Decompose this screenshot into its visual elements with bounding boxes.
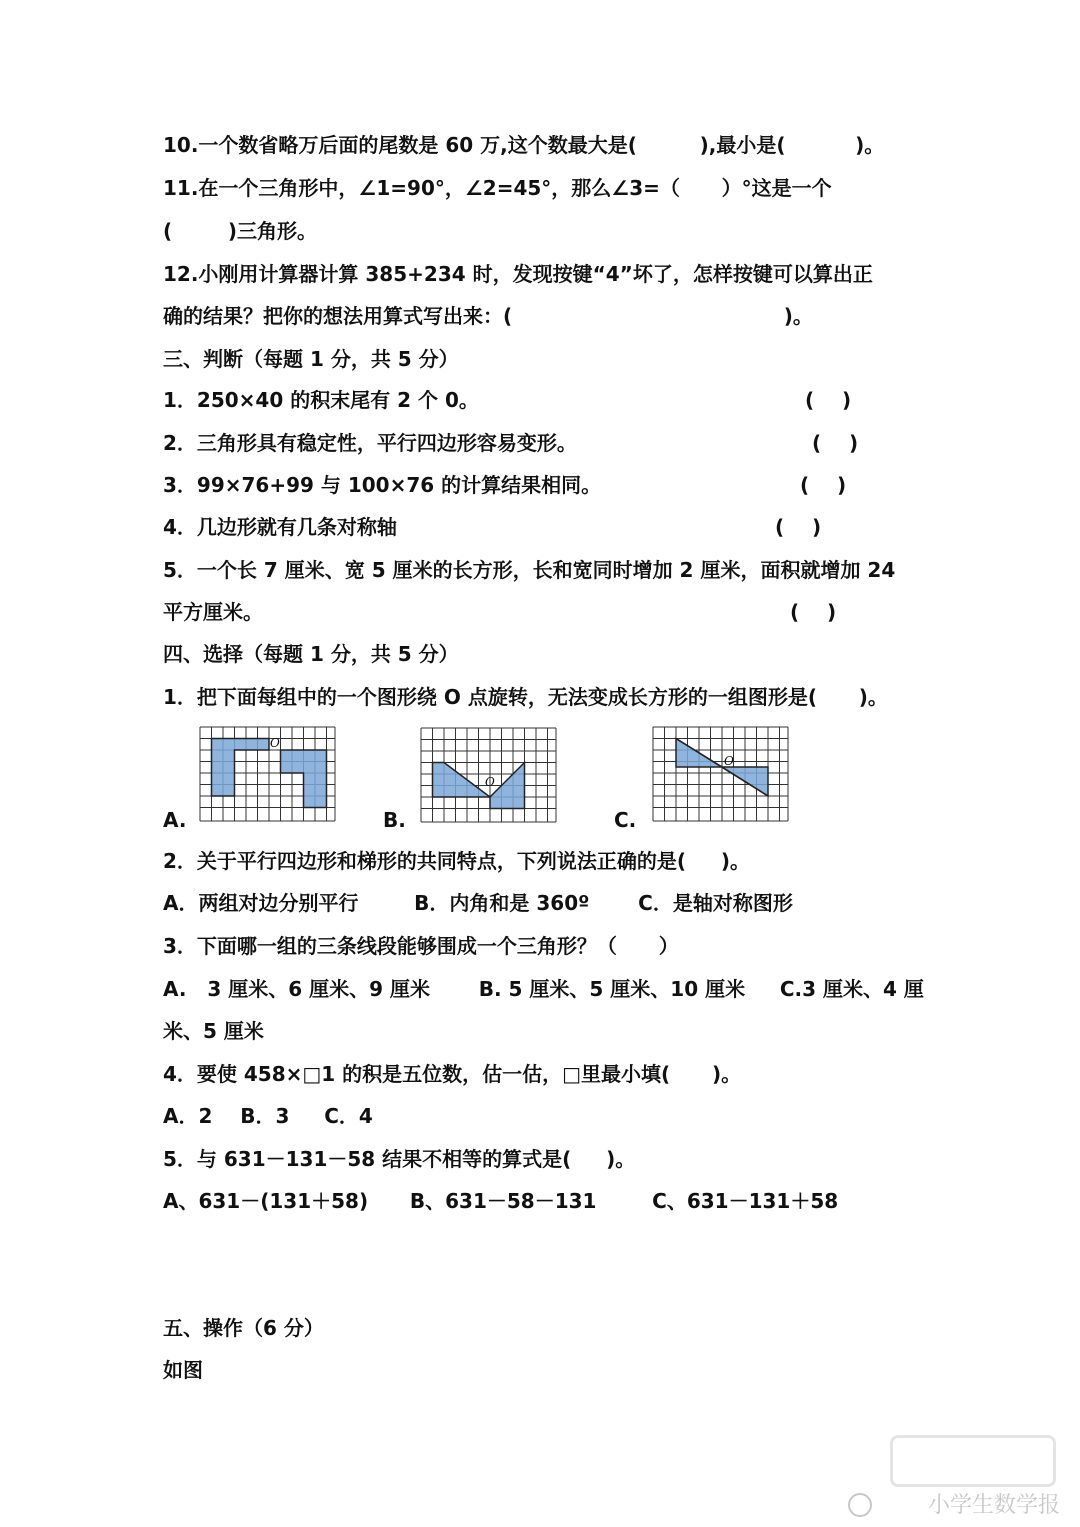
judge-item-5: 5．一个长 7 厘米、宽 5 厘米的长方形，长和宽同时增加 2 厘米，面积就增加 24 xyxy=(163,558,896,582)
figure-label-b[interactable]: B. xyxy=(383,808,406,832)
o-point-label: O xyxy=(485,775,495,789)
o-point-label: O xyxy=(270,736,280,750)
judge-paren-4[interactable]: ( ) xyxy=(775,515,822,539)
choice-q5-options[interactable]: A、631－(131＋58) B、631－58－131 C、631－131＋58 xyxy=(163,1189,839,1213)
judge-item-4: 4．几边形就有几条对称轴 xyxy=(163,515,397,539)
judge-paren-2[interactable]: ( ) xyxy=(812,431,859,455)
watermark-text: 小学生数学报 xyxy=(927,1493,1060,1518)
figure-b-grid xyxy=(419,726,559,826)
q12-line2: 确的结果？把你的想法用算式写出来：( )。 xyxy=(163,304,813,328)
q12-line1: 12.小刚用计算器计算 385+234 时，发现按键“4”坏了，怎样按键可以算出正 xyxy=(163,262,873,286)
judge-item-3: 3．99×76+99 与 100×76 的计算结果相同。 xyxy=(163,473,602,497)
figure-label-a[interactable]: A. xyxy=(163,808,187,832)
choice-q1: 1．把下面每组中的一个图形绕 O 点旋转，无法变成长方形的一组图形是( )。 xyxy=(163,685,888,709)
judge-paren-5[interactable]: ( ) xyxy=(790,600,837,624)
figure-a-grid xyxy=(198,725,338,825)
judge-paren-1[interactable]: ( ) xyxy=(805,388,852,412)
choice-q4: 4．要使 458×□1 的积是五位数，估一估，□里最小填( )。 xyxy=(163,1062,742,1086)
judge-item-2: 2．三角形具有稳定性，平行四边形容易变形。 xyxy=(163,431,577,455)
sec5-title: 五、操作（6 分） xyxy=(163,1316,324,1340)
q11-line1: 11.在一个三角形中，∠1=90°，∠2=45°，那么∠3=（ ）°这是一个 xyxy=(163,176,832,200)
wechat-icon xyxy=(848,1493,872,1517)
choice-q2-options[interactable]: A．两组对边分别平行 B．内角和是 360º C．是轴对称图形 xyxy=(163,891,793,915)
choice-q3-options[interactable]: A. 3 厘米、6 厘米、9 厘米 B. 5 厘米、5 厘米、10 厘米 C.3 厘米、4 厘 xyxy=(163,977,924,1001)
choice-q4-options[interactable]: A．2 B．3 C．4 xyxy=(163,1104,373,1128)
o-point-label: O xyxy=(724,754,734,768)
choice-q5: 5．与 631－131－58 结果不相等的算式是( )。 xyxy=(163,1147,636,1171)
figure-label-c[interactable]: C. xyxy=(614,808,637,832)
choice-q2: 2．关于平行四边形和梯形的共同特点，下列说法正确的是( )。 xyxy=(163,849,751,873)
shape-a-right xyxy=(281,750,327,808)
watermark-logo xyxy=(890,1435,1056,1487)
q11-line2: ( )三角形。 xyxy=(163,219,317,243)
shape-b-left xyxy=(433,763,491,798)
sec5-line: 如图 xyxy=(163,1358,203,1382)
judge-paren-3[interactable]: ( ) xyxy=(800,473,847,497)
choice-q3-options-cont[interactable]: 米、5 厘米 xyxy=(163,1019,264,1043)
q10-text: 10.一个数省略万后面的尾数是 60 万,这个数最大是( ),最小是( )。 xyxy=(163,133,885,157)
shape-a-left xyxy=(212,739,270,797)
judge-item-1: 1．250×40 的积末尾有 2 个 0。 xyxy=(163,388,479,412)
judge-item-5-cont: 平方厘米。 xyxy=(163,600,263,624)
figure-c-grid xyxy=(651,725,791,825)
sec3-title: 三、判断（每题 1 分，共 5 分） xyxy=(163,347,459,371)
sec4-title: 四、选择（每题 1 分，共 5 分） xyxy=(163,642,459,666)
choice-q3: 3．下面哪一组的三条线段能够围成一个三角形？（ ） xyxy=(163,934,679,958)
